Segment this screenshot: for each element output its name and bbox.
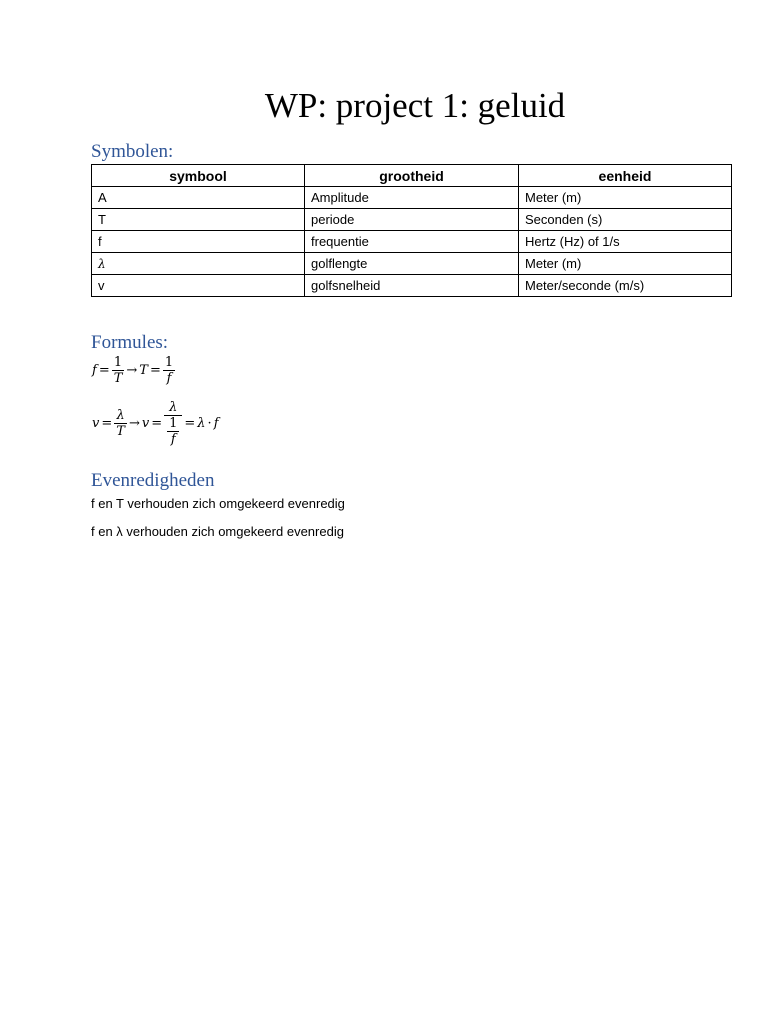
statement-f-lambda: f en λ verhouden zich omgekeerd evenredig xyxy=(91,524,344,539)
section-heading-formules: Formules: xyxy=(91,332,169,353)
section-heading-evenredigheden: Evenredigheden xyxy=(91,470,215,491)
column-header-eenheid: eenheid xyxy=(519,165,732,187)
var-T: T xyxy=(139,363,148,378)
fraction-one-over-f xyxy=(163,355,175,386)
var-lambda: λ xyxy=(197,416,206,431)
var-f: f xyxy=(92,363,97,378)
denominator: T xyxy=(116,424,125,439)
equals-sign: = xyxy=(184,416,196,431)
column-header-grootheid: grootheid xyxy=(305,165,519,187)
formula-wave-speed xyxy=(91,400,220,447)
cell-quantity: golfsnelheid xyxy=(305,275,519,297)
arrow-symbol: → xyxy=(128,416,140,431)
cell-unit: Meter/seconde (m/s) xyxy=(519,275,732,297)
column-header-symbool: symbool xyxy=(92,165,305,187)
cell-quantity: periode xyxy=(305,209,519,231)
equals-sign: = xyxy=(101,416,113,431)
fraction-one-over-T xyxy=(112,355,125,386)
statement-f-T: f en T verhouden zich omgekeerd evenredig xyxy=(91,496,345,511)
table-row xyxy=(92,253,732,275)
cell-unit: Meter (m) xyxy=(519,187,732,209)
var-v: v xyxy=(141,416,150,431)
equals-sign: = xyxy=(151,416,163,431)
fraction-lambda-over-one-over-f xyxy=(164,400,182,447)
cell-symbol: f xyxy=(92,231,305,253)
cell-symbol: v xyxy=(92,275,305,297)
table-row xyxy=(92,275,732,297)
page-title: WP: project 1: geluid xyxy=(264,86,566,125)
numerator: λ xyxy=(114,408,127,424)
formula-frequency-period xyxy=(91,355,176,386)
var-v: v xyxy=(92,416,100,431)
cell-symbol: T xyxy=(92,209,305,231)
numerator: 1 xyxy=(112,355,125,371)
cell-unit: Seconden (s) xyxy=(519,209,732,231)
denominator: f xyxy=(170,432,176,447)
section-heading-symbolen: Symbolen: xyxy=(91,141,174,162)
table-row xyxy=(92,231,732,253)
equals-sign: = xyxy=(149,363,161,378)
table-row xyxy=(92,187,732,209)
cell-quantity: golflengte xyxy=(305,253,519,275)
cell-symbol: A xyxy=(92,187,305,209)
var-f: f xyxy=(213,416,219,431)
numerator: λ xyxy=(164,400,182,416)
denominator: T xyxy=(113,371,123,386)
numerator: 1 xyxy=(169,416,178,431)
fraction-lambda-over-T xyxy=(114,408,127,439)
numerator: 1 xyxy=(164,355,174,370)
cell-unit: Meter (m) xyxy=(519,253,732,275)
denominator xyxy=(164,416,182,447)
cell-symbol: λ xyxy=(92,253,305,275)
fraction-one-over-f xyxy=(167,416,179,447)
equals-sign: = xyxy=(98,363,110,378)
table-row xyxy=(92,209,732,231)
symbols-table xyxy=(91,164,732,297)
dot-operator: · xyxy=(207,416,212,431)
cell-quantity: frequentie xyxy=(305,231,519,253)
cell-quantity: Amplitude xyxy=(305,187,519,209)
table-header-row xyxy=(92,165,732,187)
arrow-symbol: → xyxy=(126,363,138,378)
cell-unit: Hertz (Hz) of 1/s xyxy=(519,231,732,253)
denominator: f xyxy=(166,371,172,386)
